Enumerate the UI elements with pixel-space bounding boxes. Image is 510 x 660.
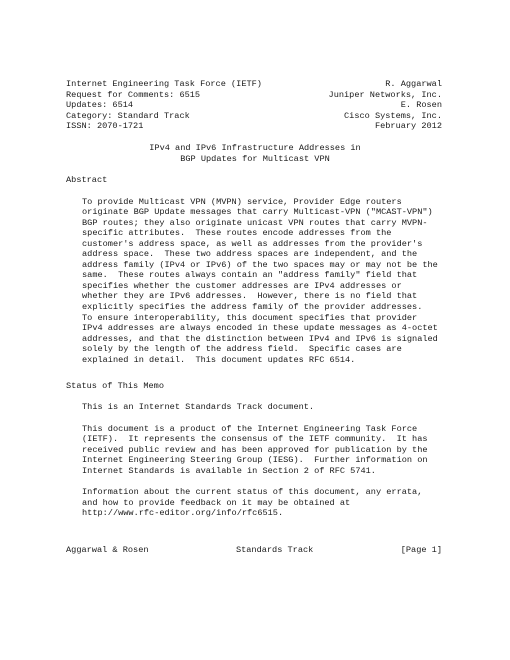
- header-org: Internet Engineering Task Force (IETF): [66, 79, 262, 89]
- text-line: solely by the length of the address field. Specific cases are: [82, 344, 402, 355]
- footer-page-number: [Page 1]: [400, 545, 442, 555]
- text-line: IPv4 addresses are always encoded in these update messages as 4-octet: [82, 323, 438, 334]
- text-line: Internet Engineering Steering Group (IESG). Further information on: [82, 455, 428, 466]
- status-heading: Status of This Memo: [66, 381, 164, 391]
- document-title-line-1: IPv4 and IPv6 Infrastructure Addresses in: [149, 143, 361, 153]
- text-line: addresses, and that the distinction between IPv4 and IPv6 is signaled: [82, 333, 438, 344]
- text-line: http://www.rfc-editor.org/info/rfc6515.: [82, 508, 284, 519]
- text-line: address space. These two address spaces are independent, and the: [82, 249, 418, 260]
- status-paragraph-1: [82, 402, 314, 413]
- page-footer: [66, 545, 442, 555]
- document-title-line-2: BGP Updates for Multicast VPN: [180, 153, 330, 164]
- text-line: originate BGP Update messages that carry Multicast-VPN ("MCAST-VPN"): [82, 207, 433, 218]
- header-row-3: [66, 100, 442, 110]
- text-line: To provide Multicast VPN (MVPN) service, Provider Edge routers: [82, 196, 402, 207]
- header-row-2: [66, 90, 442, 100]
- header-affiliation-2: Cisco Systems, Inc.: [344, 110, 442, 121]
- text-line: whether they are IPv6 addresses. However, there is no field that: [82, 291, 418, 302]
- text-line: same. These routes always contain an "address family" field that: [82, 270, 418, 281]
- text-line: Information about the current status of this document, any errata,: [82, 487, 423, 497]
- header-author-2: E. Rosen: [400, 100, 442, 110]
- text-line: specific attributes. These routes encode addresses from the: [82, 228, 392, 239]
- abstract-heading: Abstract: [66, 175, 108, 185]
- header-date: February 2012: [374, 121, 442, 131]
- status-paragraph-2: [82, 424, 428, 477]
- text-line: Internet Standards is available in Section 2 of RFC 5741.: [82, 465, 376, 476]
- header-author-1: R. Aggarwal: [385, 79, 442, 89]
- text-line: explained in detail. This document updates RFC 6514.: [82, 354, 356, 365]
- text-line: BGP routes; they also originate unicast VPN routes that carry MVPN-: [82, 217, 428, 228]
- abstract-body: [82, 197, 438, 366]
- header-affiliation-1: Juniper Networks, Inc.: [328, 89, 442, 100]
- header-row-4: [66, 111, 442, 121]
- text-line: customer's address space, as well as addresses from the provider's: [82, 238, 423, 249]
- text-line: (IETF). It represents the consensus of the IETF community. It has: [82, 434, 428, 445]
- footer-track: Standards Track: [235, 545, 314, 555]
- text-line: explicitly specifies the address family of the provider addresses.: [82, 301, 423, 312]
- text-line: To ensure interoperability, this document specifies that provider: [82, 312, 418, 323]
- text-line: and how to provide feedback on it may be obtained at: [82, 497, 351, 508]
- header-updates: Updates: 6514: [66, 100, 134, 110]
- text-line: This is an Internet Standards Track document.: [82, 402, 315, 412]
- header-rfc-number: Request for Comments: 6515: [66, 89, 201, 100]
- header-issn: ISSN: 2070-1721: [66, 121, 144, 131]
- header-category: Category: Standard Track: [66, 110, 190, 121]
- text-line: address family (IPv4 or IPv6) of the two spaces may or may not be the: [82, 259, 438, 270]
- text-line: specifies whether the customer addresses are IPv4 addresses or: [82, 280, 402, 291]
- header-row-1: [66, 79, 442, 89]
- header-row-5: [66, 121, 442, 131]
- footer-authors: Aggarwal & Rosen: [66, 545, 149, 555]
- text-line: This document is a product of the Internet Engineering Task Force: [82, 423, 418, 434]
- text-line: received public review and has been approved for publication by the: [82, 444, 428, 455]
- status-paragraph-3: [82, 487, 422, 519]
